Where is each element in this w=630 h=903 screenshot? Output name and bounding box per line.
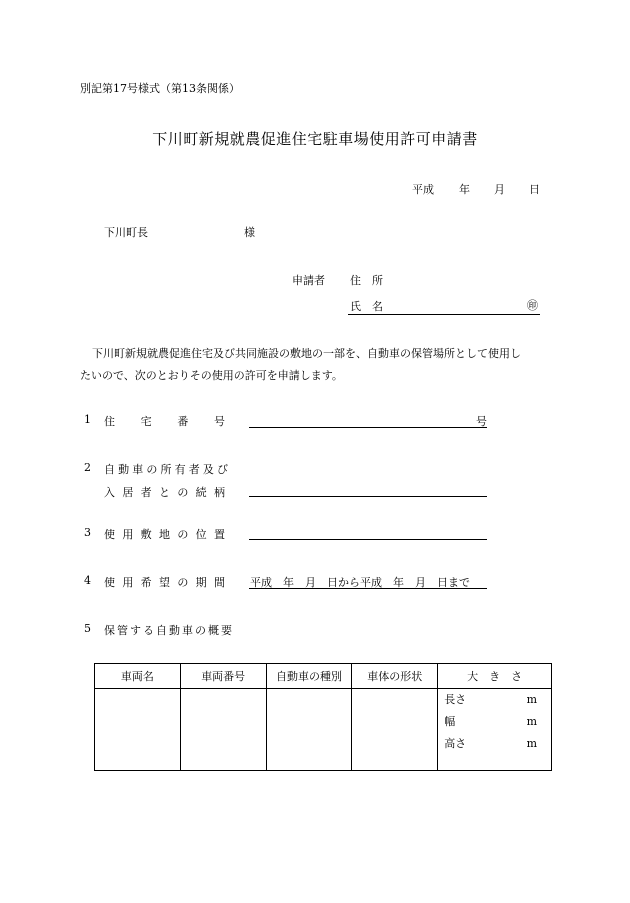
date-day: 日 bbox=[529, 183, 540, 196]
vehicle-table bbox=[94, 663, 552, 771]
cell-body-shape[interactable] bbox=[352, 689, 438, 771]
item-1-label: 住 宅 番 号 bbox=[104, 415, 225, 428]
date-year: 年 bbox=[459, 183, 470, 196]
item-4-label: 使 用 希 望 の 期 間 bbox=[104, 576, 225, 589]
item-5-number: 5 bbox=[84, 622, 91, 635]
house-number-line[interactable] bbox=[249, 427, 487, 428]
table-row bbox=[95, 689, 552, 771]
location-line[interactable] bbox=[249, 539, 487, 540]
usage-period-line[interactable] bbox=[249, 588, 487, 589]
cell-vehicle-name[interactable] bbox=[95, 689, 181, 771]
addressee-honorific: 様 bbox=[244, 226, 255, 239]
item-4-number: 4 bbox=[84, 574, 91, 587]
cell-vehicle-number[interactable] bbox=[180, 689, 266, 771]
item-5-label: 保管する自動車の概要 bbox=[104, 624, 234, 637]
item-2-number: 2 bbox=[84, 461, 91, 474]
col-body-shape: 車体の形状 bbox=[352, 664, 438, 689]
form-number: 別記第17号様式（第13条関係） bbox=[80, 82, 240, 95]
item-1-number: 1 bbox=[84, 413, 91, 426]
body-text-line-2: たいので、次のとおりその使用の許可を申請します。 bbox=[80, 369, 343, 382]
cell-size[interactable] bbox=[438, 689, 552, 771]
col-vehicle-number: 車両番号 bbox=[180, 664, 266, 689]
page-title: 下川町新規就農促進住宅駐車場使用許可申請書 bbox=[152, 130, 478, 148]
col-vehicle-type: 自動車の種別 bbox=[266, 664, 352, 689]
applicant-name-line[interactable] bbox=[348, 314, 540, 315]
table-header-row bbox=[95, 664, 552, 689]
applicant-address-label: 住 所 bbox=[350, 274, 383, 287]
date-era: 平成 bbox=[412, 183, 434, 196]
item-2-label-line-2: 入 居 者 と の 続 柄 bbox=[104, 486, 225, 499]
house-number-suffix: 号 bbox=[476, 415, 487, 428]
col-size: 大 き さ bbox=[438, 664, 552, 689]
usage-period-text: 平成 年 月 日から平成 年 月 日まで bbox=[250, 576, 470, 589]
applicant-label: 申請者 bbox=[292, 274, 325, 287]
item-2-label-line-1: 自 動 車 の 所 有 者 及 び bbox=[104, 463, 228, 476]
item-3-label: 使 用 敷 地 の 位 置 bbox=[104, 528, 225, 541]
size-length-row: 長さ m bbox=[444, 693, 537, 706]
applicant-name-label: 氏 名 bbox=[350, 300, 383, 313]
item-3-number: 3 bbox=[84, 526, 91, 539]
body-text-line-1: 下川町新規就農促進住宅及び共同施設の敷地の一部を、自動車の保管場所として使用し bbox=[92, 347, 521, 360]
col-vehicle-name: 車両名 bbox=[95, 664, 181, 689]
date-month: 月 bbox=[494, 183, 505, 196]
size-width-row: 幅 m bbox=[444, 715, 537, 728]
cell-vehicle-type[interactable] bbox=[266, 689, 352, 771]
relationship-line[interactable] bbox=[249, 496, 487, 497]
addressee-name: 下川町長 bbox=[104, 226, 148, 239]
seal-mark: ㊞ bbox=[527, 299, 538, 312]
size-height-row: 高さ m bbox=[444, 737, 537, 750]
